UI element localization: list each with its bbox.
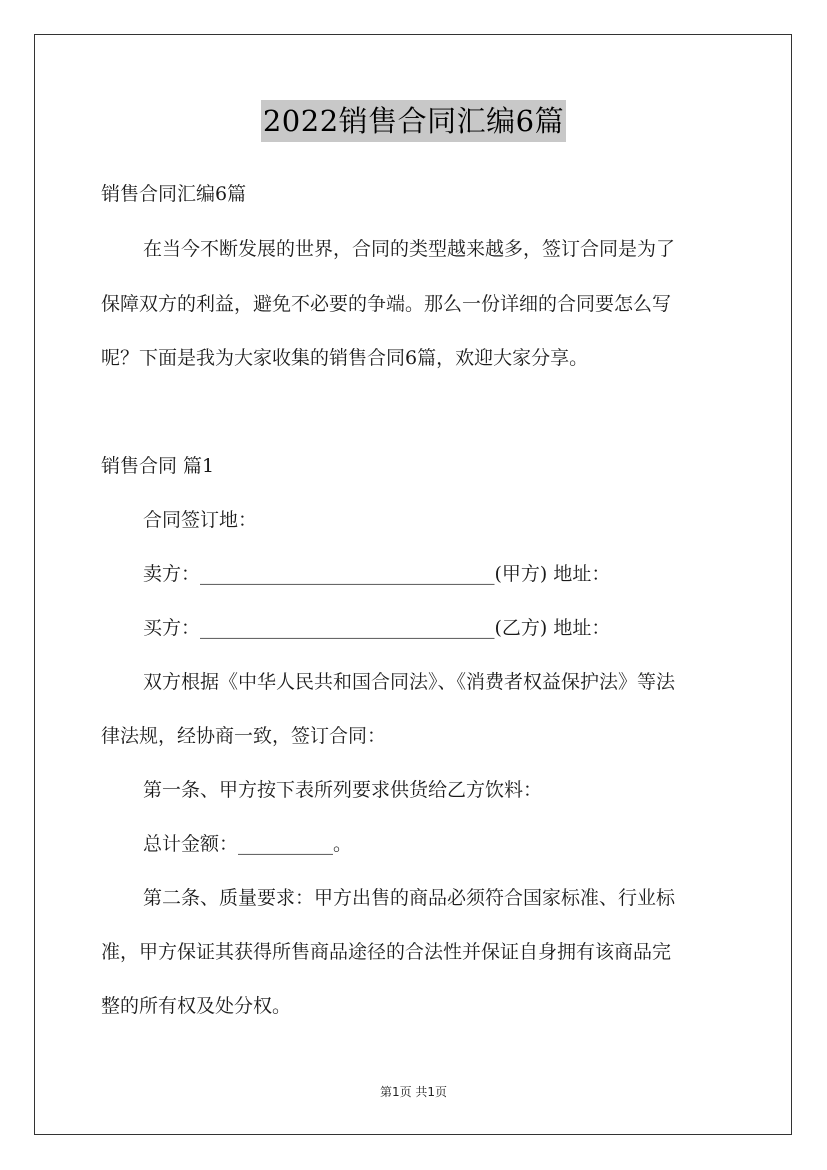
intro-paragraph-line-2: 保障双方的利益，避免不必要的争端。那么一份详细的合同要怎么写 <box>101 293 672 315</box>
article-2-line-2: 准，甲方保证其获得所售商品途径的合法性并保证自身拥有该商品完 <box>101 941 672 963</box>
sign-place-line: 合同签订地： <box>143 509 258 531</box>
document-title: 2022销售合同汇编6篇 <box>261 100 566 142</box>
basis-line-2: 律法规，经协商一致，签订合同： <box>101 725 387 747</box>
section-heading: 销售合同 篇1 <box>101 455 215 477</box>
total-amount-line: 总计金额：__________。 <box>143 833 353 855</box>
intro-paragraph-line-3: 呢？下面是我为大家收集的销售合同6篇，欢迎大家分享。 <box>101 347 589 369</box>
article-1-line: 第一条、甲方按下表所列要求供货给乙方饮料： <box>143 779 543 801</box>
document-subtitle: 销售合同汇编6篇 <box>101 183 247 205</box>
article-2-line-3: 整的所有权及处分权。 <box>101 995 292 1017</box>
page-footer: 第1页 共1页 <box>379 1085 448 1099</box>
buyer-line: 买方：_______________________________(乙方) 地址： <box>143 617 611 639</box>
basis-line-1: 双方根据《中华人民共和国合同法》、《消费者权益保护法》等法 <box>143 671 676 693</box>
article-2-line-1: 第二条、质量要求：甲方出售的商品必须符合国家标准、行业标 <box>143 887 676 909</box>
intro-paragraph-line-1: 在当今不断发展的世界，合同的类型越来越多，签订合同是为了 <box>143 238 676 260</box>
seller-line: 卖方：_______________________________(甲方) 地址： <box>143 563 611 585</box>
title-container <box>0 100 827 142</box>
